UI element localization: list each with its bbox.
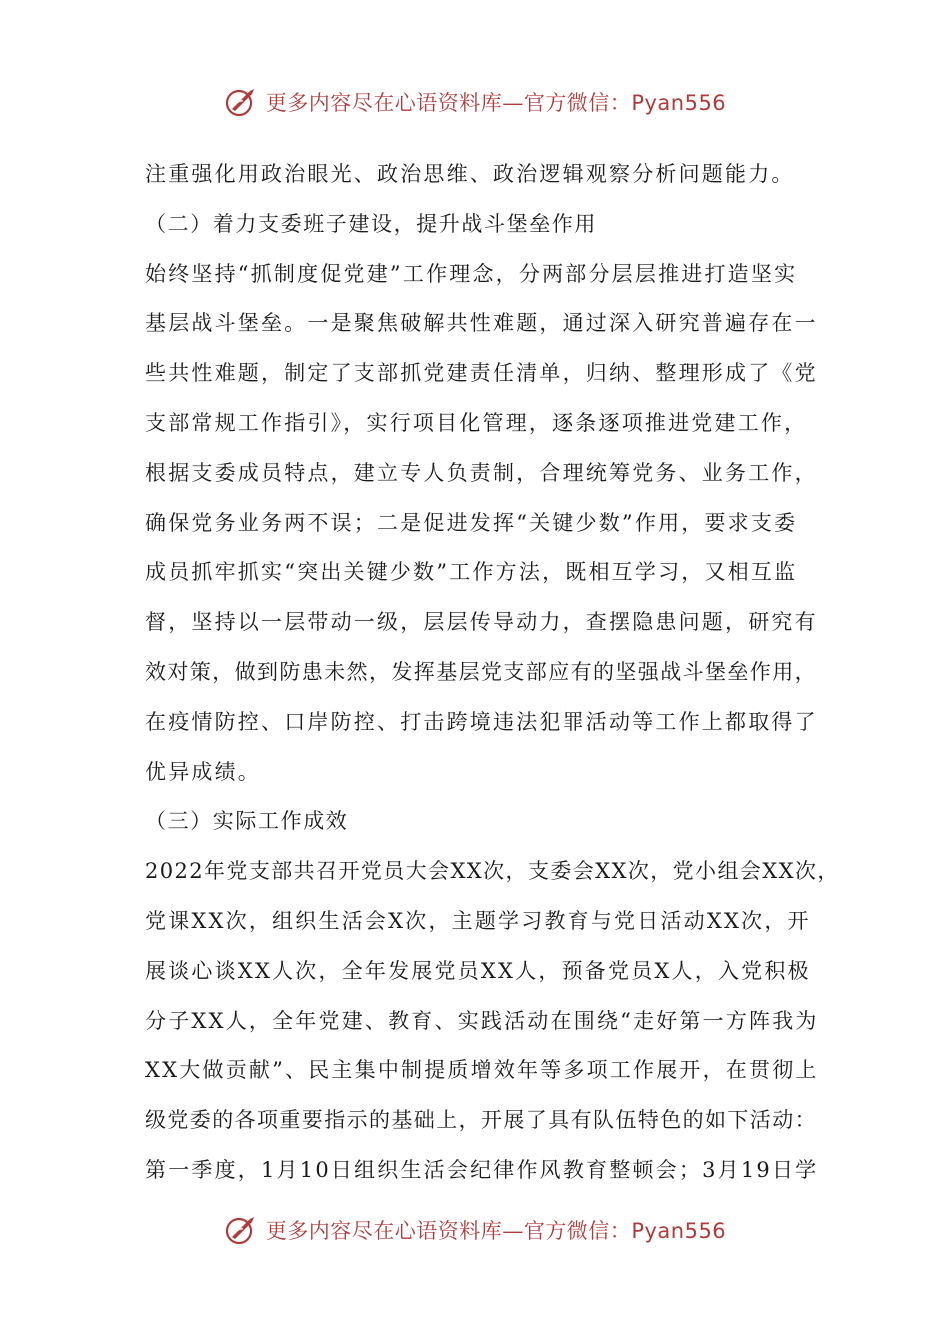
text-line: 分子XX人，全年党建、教育、实践活动在围绕“走好第一方阵我为 [145,1008,819,1033]
text-line: 效对策，做到防患未然，发挥基层党支部应有的坚强战斗堡垒作用， [145,659,817,684]
quill-seal-icon [224,85,258,119]
text-line: 注重强化用政治眼光、政治思维、政治逻辑观察分析问题能力。 [145,162,795,186]
section-heading: （二）着力支委班子建设，提升战斗堡垒作用 [145,211,597,236]
text-line: XX大做贡献”、民主集中制提质增效年等多项工作展开，在贯彻上 [145,1058,819,1083]
section-heading: （三）实际工作成效 [145,809,349,834]
watermark-text: 更多内容尽在心语资料库—官方微信：Pyan556 [265,1219,727,1243]
text-line: 在疫情防控、口岸防控、打击跨境违法犯罪活动等工作上都取得了 [145,709,818,734]
text-line: 始终坚持“抓制度促党建”工作理念，分两部分层层推进打造坚实 [145,261,798,286]
quill-seal-icon [224,1213,258,1247]
text-line: 确保党务业务两不误；二是促进发挥“关键少数”作用，要求支委 [145,510,798,535]
text-line: 些共性难题，制定了支部抓党建责任清单，归纳、整理形成了《党 [145,361,818,386]
document-body [145,150,840,1196]
text-line: 级党委的各项重要指示的基础上，开展了具有队伍特色的如下活动： [145,1108,817,1133]
text-line: 督，坚持以一层带动一级，层层传导动力，查摆隐患问题，研究有 [145,610,818,635]
text-line: 成员抓牢抓实“突出关键少数”工作方法，既相互学习，又相互监 [145,560,798,585]
watermark-banner-bottom [0,1210,950,1250]
watermark-banner-top [0,82,950,122]
text-line: 党课XX次，组织生活会X次，主题学习教育与党日活动XX次，开 [145,908,811,933]
text-line: 2022年党支部共召开党员大会XX次，支委会XX次，党小组会XX次， [145,859,840,884]
text-line: 根据支委成员特点，建立专人负责制，合理统筹党务、业务工作， [145,460,818,485]
text-line: 优异成绩。 [145,759,261,784]
text-line: 展谈心谈XX人次，全年发展党员XX人，预备党员X人，入党积极 [145,958,811,983]
text-line: 第一季度，1月10日组织生活会纪律作风教育整顿会；3月19日学 [145,1157,819,1182]
text-line: 支部常规工作指引》，实行项目化管理，逐条逐项推进党建工作， [145,410,808,435]
text-line: 基层战斗堡垒。一是聚焦破解共性难题，通过深入研究普遍存在一 [145,311,818,336]
watermark-text: 更多内容尽在心语资料库—官方微信：Pyan556 [265,91,727,115]
